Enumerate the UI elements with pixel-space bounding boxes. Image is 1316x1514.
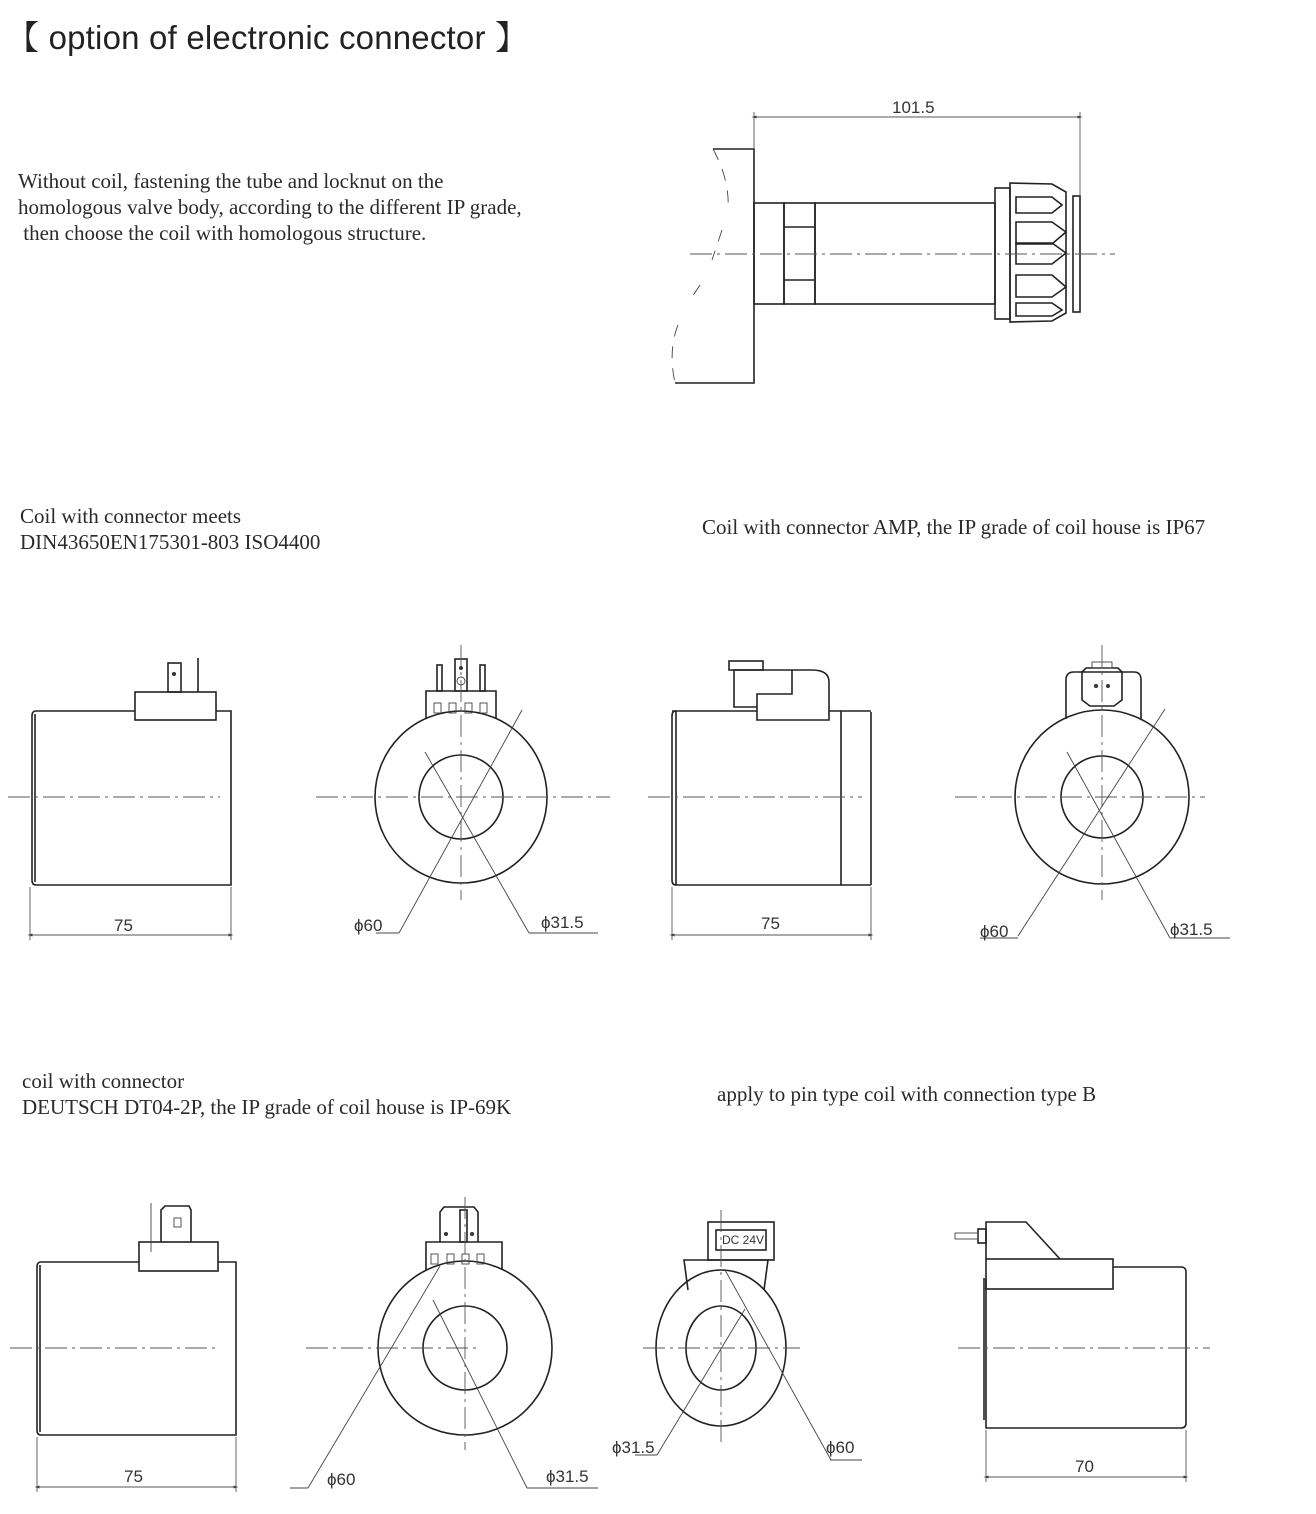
amp-length-label: 75 [761,914,780,933]
din-description-line: Coil with connector meets [20,504,242,528]
deutsch-outer-diameter-label: ϕ60 [327,1470,356,1489]
deutsch-coil-side-view [10,1203,236,1492]
pin-description: apply to pin type coil with connection type B [717,1082,1097,1106]
din-pin [168,663,181,692]
amp-latch [729,661,763,670]
din-coil-side-view [8,658,231,940]
din-length-label: 75 [114,916,133,935]
tube-base [754,203,784,304]
deutsch-coil-front-view [290,1197,598,1489]
pin-connector-wedge [986,1222,1060,1259]
knurled-nut [1010,183,1066,322]
knurl-ridges [1016,197,1066,316]
nut-flange [995,188,1010,319]
coil-body [32,711,231,885]
deutsch-inner-diameter-label: ϕ31.5 [546,1467,589,1486]
valve-body-outline [675,149,754,383]
deutsch-plug-front [440,1207,478,1242]
deutsch-description-line: coil with connector [22,1069,185,1093]
tube-body [815,203,995,304]
terminal-pin [955,1233,978,1239]
coil-body [672,711,841,885]
tube-length-label: 101.5 [892,98,935,117]
deutsch-plug [161,1206,191,1242]
voltage-label: DC 24V [722,1233,765,1247]
deutsch-description-line: DEUTSCH DT04-2P, the IP grade of coil house is IP-69K [22,1095,512,1119]
din-outer-diameter-label: ϕ60 [354,916,383,935]
deutsch-length-label: 75 [124,1467,143,1486]
amp-housing [1066,672,1141,719]
pin-length-label: 70 [1075,1457,1094,1476]
pin-coil-side-view [955,1222,1210,1482]
amp-inner-diameter-label: ϕ31.5 [1170,920,1213,939]
pin-outer-diameter-label: ϕ60 [826,1438,855,1457]
coil-body [986,1267,1186,1428]
amp-coil-side-view [648,661,871,940]
tube-description-line: Without coil, fastening the tube and locknut on the [18,169,444,193]
amp-description: Coil with connector AMP, the IP grade of coil house is IP67 [702,515,1206,539]
pin-connector-base [986,1259,1113,1289]
amp-connector [734,670,829,720]
tube-description-line: homologous valve body, according to the different IP grade, [18,195,522,219]
coil-body [37,1262,236,1435]
din-inner-diameter-label: ϕ31.5 [541,913,584,932]
locknut [784,203,815,304]
tube-description-line: then choose the coil with homologous structure. [18,221,427,245]
din-coil-front-view [316,645,610,935]
amp-coil-front-view [955,645,1230,941]
page-title: 【 option of electronic connector 】 [6,19,529,56]
valve-body-break-line [672,149,728,383]
din-connector-base [135,692,216,720]
tube-assembly-drawing [672,98,1115,383]
pin-coil-front-view [612,1210,862,1460]
din-description-line: DIN43650EN175301-803 ISO4400 [20,530,321,554]
amp-outer-diameter-label: ϕ60 [980,922,1009,941]
pin-inner-diameter-label: ϕ31.5 [612,1438,655,1457]
